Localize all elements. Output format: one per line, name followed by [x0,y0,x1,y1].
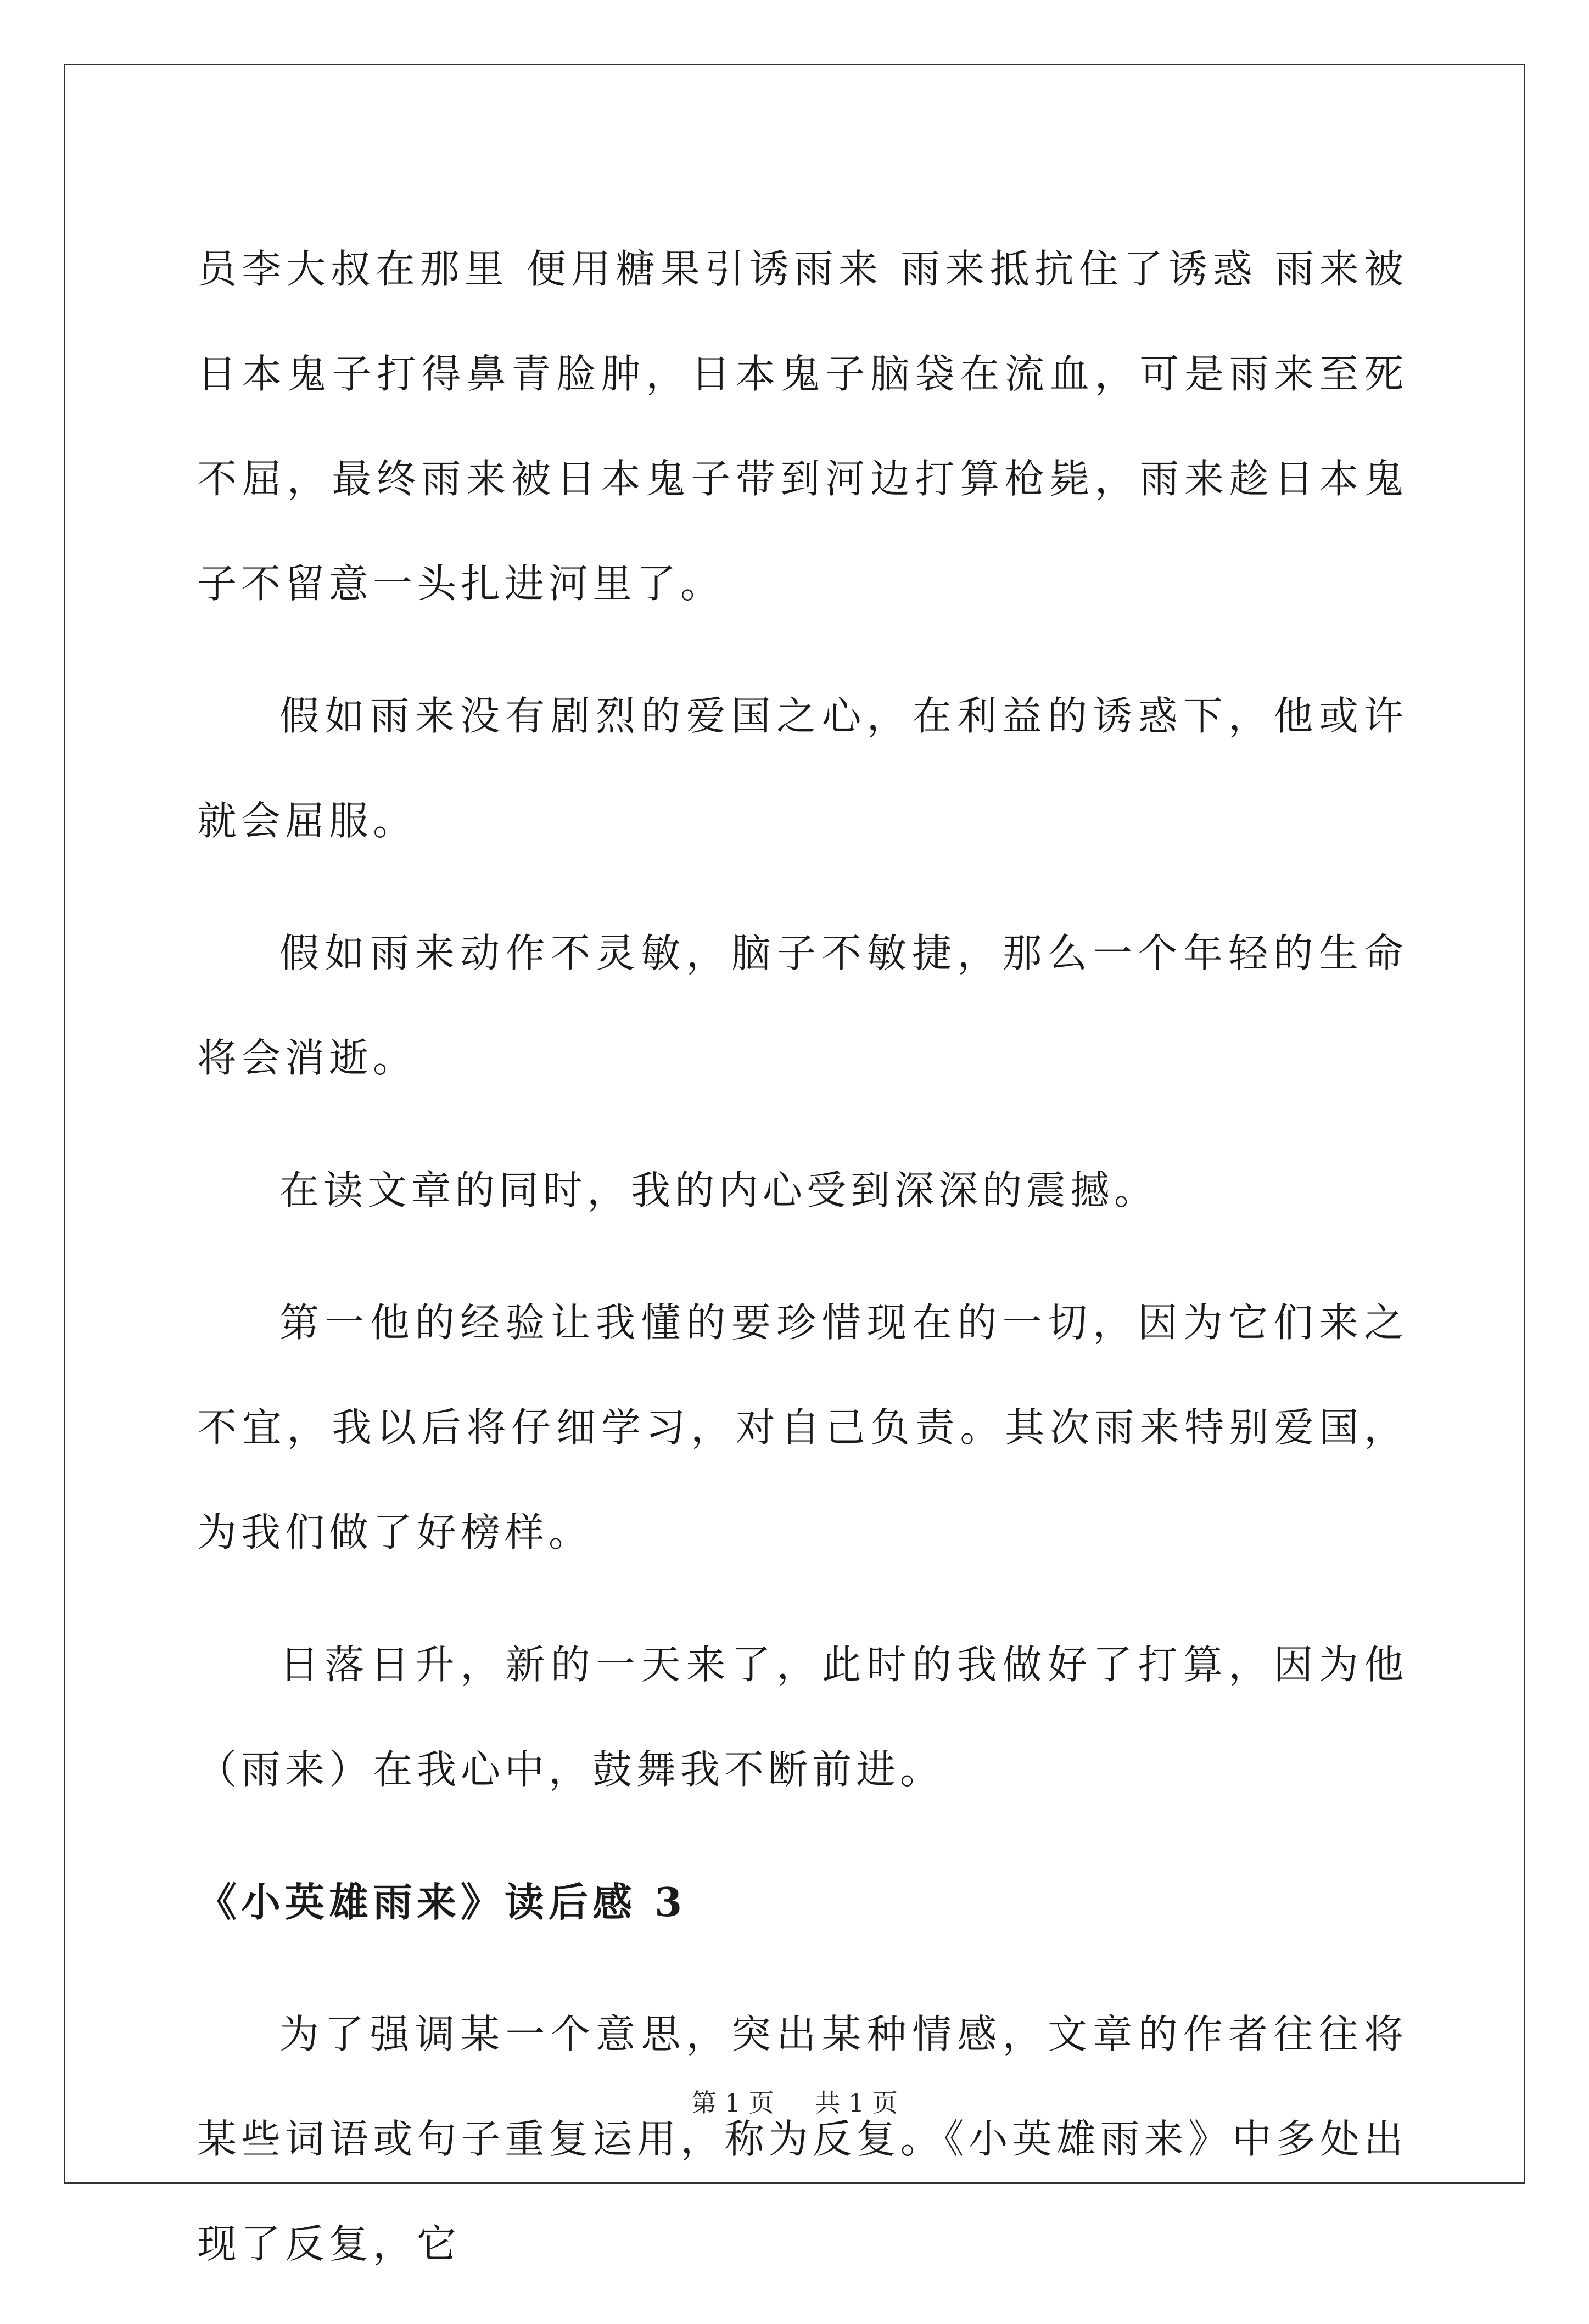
paragraph-3: 假如雨来动作不灵敏，脑子不敏捷，那么一个年轻的生命将会消逝。 [197,930,1408,1081]
section-paragraph-1: 为了强调某一个意思，突出某种情感，文章的作者往往将某些词语或句子重复运用，称为反复。《小英雄雨来》中多处出现了反复，它 [197,2011,1408,2267]
paragraph-4: 在读文章的同时，我的内心受到深深的震撼。 [279,1167,1159,1213]
paragraph-2: 假如雨来没有剧烈的爱国之心，在利益的诱惑下，他或许就会屈服。 [197,693,1408,844]
page-number: 第 1 页 [691,2088,774,2118]
paragraph-6: 日落日升，新的一天来了，此时的我做好了打算，因为他（雨来）在我心中，鼓舞我不断前进。 [197,1642,1408,1793]
page-footer [0,2086,1589,2119]
document-body [197,217,1408,2324]
paragraph-5: 第一他的经验让我懂的要珍惜现在的一切，因为它们来之不宜，我以后将仔细学习，对自己负责。其次雨来特别爱国，为我们做了好榜样。 [197,1300,1408,1555]
section-heading: 《小英雄雨来》读后感 3 [197,1879,687,1925]
paragraph-1: 员李大叔在那里 便用糖果引诱雨来 雨来抵抗住了诱惑 雨来被日本鬼子打得鼻青脸肿，日本鬼子脑袋在流血，可是雨来至死不屈，最终雨来被日本鬼子带到河边打算枪毙，雨来趁日本鬼子不留意一头扎进河里了。 [197,246,1408,607]
page-total: 共 1 页 [815,2088,898,2118]
